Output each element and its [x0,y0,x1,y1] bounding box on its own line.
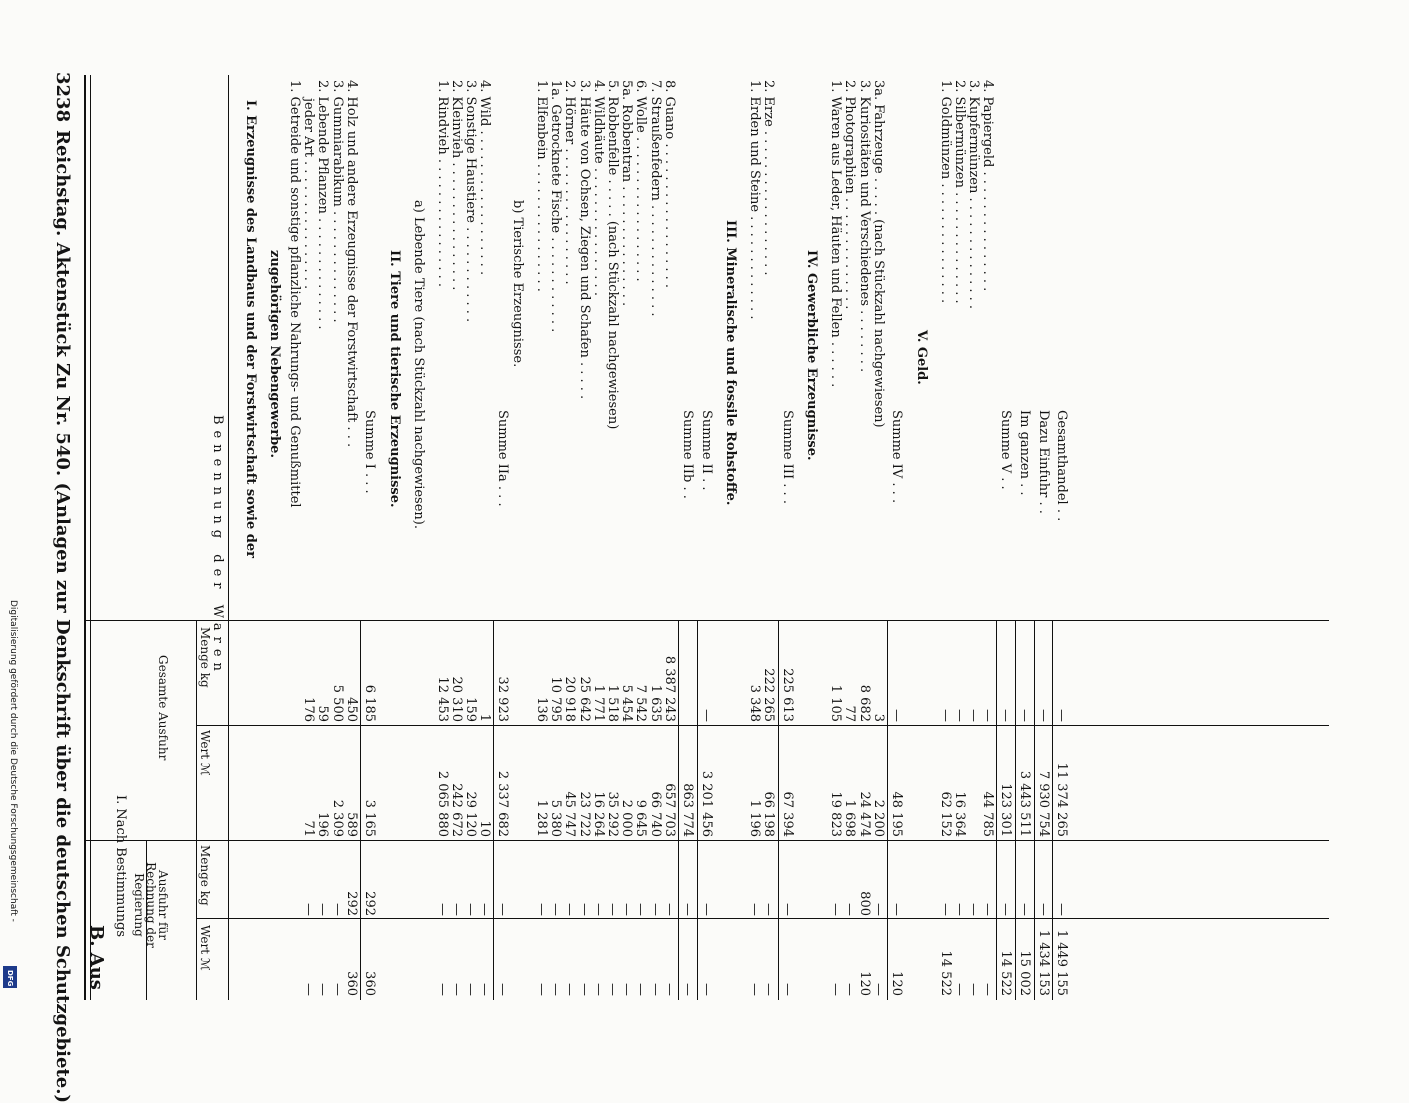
row-label: Summe II . . [698,410,714,491]
cell-v2: 360 [362,971,377,996]
row-label: Dazu Einfuhr . . [1035,410,1051,514]
row-label: 1. Elfenbein . . . . . . . . . . . . . . . . [534,80,549,292]
cell-q2: — [548,903,564,916]
row-label: 2. Photographien . . . . . . . . . . . . . . [842,80,858,310]
cell-v2: — [605,983,620,996]
cell-qty: 12 453 [434,676,450,722]
cell-v2: — [619,983,635,996]
top-rule-thin [90,75,91,1000]
cell-qty: 222 265 [761,668,777,722]
cell-v2: — [590,983,606,996]
cell-val: 589 [343,812,359,837]
row-label: 2. Kleinvieh . . . . . . . . . . . . . . . . [448,80,464,291]
cell-q2: — [661,903,677,916]
row-label: 4. Wild . . . . . . . . . . . . . . . . . . [477,80,493,276]
cell-v2: — [562,983,578,996]
cell-val: 2 337 682 [495,770,511,837]
running-title: Reichstag. Aktenstück Zu Nr. 540. (Anlagen zur Denkschrift über die deutschen Schutzgebiete.) [52,130,73,1103]
cell-q2: — [779,903,795,916]
cell-v2: — [680,983,695,996]
cell-v2: — [495,983,511,996]
cell-val: 2 200 [870,799,886,837]
cell-q2: — [301,903,317,916]
row-label: 1a. Getrocknete Fische . . . . . . . . . . . . [548,80,564,333]
cell-val: 23 722 [576,791,592,837]
cell-v2: — [842,983,858,996]
sum-rule [697,620,698,1000]
cell-qty: 5 454 [619,684,635,722]
sum-rule [887,620,888,1000]
cell-v2: 1 449 155 [1054,929,1070,996]
row-label: 3a. Fahrzeuge . . . . . (nach Stückzahl nachgewiesen) [870,80,886,428]
row-label: II. Tiere und tierische Erzeugnisse. [386,250,402,508]
cell-v2: — [301,983,317,996]
cell-q2: 292 [343,891,359,916]
cell-v2: — [761,983,777,996]
cell-qty: 77 [842,705,858,722]
row-label: Summe III . . . [779,410,795,504]
row-label: 1. Getreide und sonstige pflanzliche Nahrungs- und Genußmittel [287,80,302,508]
subheader-rule [196,620,197,1000]
cell-qty: 25 642 [576,676,592,722]
dfg-logo: DFG [3,966,17,988]
cell-qty: — [966,709,981,722]
row-label: Gesamthandel . . [1054,410,1070,522]
cell-val: 62 152 [937,791,953,837]
cell-v2: — [448,983,464,996]
digitization-note [2,600,18,990]
sum-rule [778,620,779,1000]
cell-qty: 1 518 [605,684,620,722]
total-export-header: Gesamte Ausfuhr [156,655,170,761]
cell-val: 3 201 456 [698,770,714,837]
cell-qty: — [980,709,996,722]
cell-v2: 360 [343,971,359,996]
row-label: 3. Kupfermünzen . . . . . . . . . . . . . . [966,80,981,310]
cell-val: 196 [315,812,331,837]
cell-v2: — [534,983,549,996]
row-label: Im ganzen . . [1017,410,1032,496]
cell-val: 10 [477,820,493,837]
row-label: a) Lebende Tiere (nach Stückzahl nachgewiesen). [410,200,426,529]
sum-rule [996,620,997,1000]
sum-rule [1034,620,1035,1000]
cell-v2: — [576,983,592,996]
cell-qty: — [698,709,714,722]
row-label: 4. Wildhäute . . . . . . . . . . . . . . . . [590,80,606,296]
cell-q2: 292 [362,891,377,916]
cell-val: 242 672 [448,783,464,837]
cell-qty: 20 918 [562,676,578,722]
cell-val: 16 364 [951,791,967,837]
row-label: 3. Häute von Ochsen, Ziegen und Schafen . . . . . [576,80,592,400]
cell-qty: 3 [870,713,886,722]
cell-q2: — [698,903,714,916]
cell-v2: — [779,983,795,996]
cell-q2: — [477,903,493,916]
govt-export-header: Ausfuhr für Rechnung der Regierung [132,862,170,948]
cell-val: 35 292 [605,791,620,837]
cell-q2: — [980,903,996,916]
cell-val: 29 120 [463,791,478,837]
cell-qty: — [1054,709,1070,722]
row-label: 6. Wolle . . . . . . . . . . . . . . . . . . [633,80,649,282]
row-label: 2. Lebende Pflanzen . . . . . . . . . . . . . . [315,80,331,330]
cell-val: 67 394 [779,791,795,837]
cell-v2: — [980,983,996,996]
row-label: 5a. Robbentran . . . . . . . . . . . . . . . [619,80,635,307]
cell-qty: 10 795 [548,676,564,722]
qty-header: Menge kg [198,627,212,688]
cell-qty: 20 310 [448,676,464,722]
sum-rule [678,620,679,1000]
row-label: 2. Hörner . . . . . . . . . . . . . . . . . [562,80,578,285]
cell-v2: 14 522 [998,950,1014,996]
row-label: 8. Guano . . . . . . . . . . . . . . . . . . [661,80,677,289]
cell-qty: 8 387 243 [661,655,677,722]
row-label: Summe IIa . . . [495,410,511,507]
row-label: 3. Kuriositäten und Verschiedenes . . . . . . . . [856,80,872,373]
cell-v2: 15 002 [1017,950,1032,996]
cell-qty: — [951,709,967,722]
cell-q2: — [966,903,981,916]
row-label: 1. Erden und Steine . . . . . . . . . . . . . [747,80,763,320]
cell-q2: — [937,903,953,916]
cell-v2: — [661,983,677,996]
row-label: Summe IIb . . [680,410,695,499]
cell-v2: — [315,983,331,996]
subsection-heading: I. Nach Bestimmungs [113,795,128,938]
cell-v2: 1 434 153 [1035,929,1051,996]
cell-qty: 59 [315,705,331,722]
row-label: 3. Gummiarabikum . . . . . . . . . . . . . . [329,80,345,323]
cell-v2: — [548,983,564,996]
cell-v2: 120 [889,971,904,996]
cell-q2: — [680,903,695,916]
cell-q2: — [1054,903,1070,916]
cell-qty: 176 [301,697,317,722]
cell-qty: 3 348 [747,684,763,722]
col-sep-2 [197,725,1329,726]
row-label: IV. Gewerbliche Erzeugnisse. [804,250,820,461]
cell-v2: — [698,983,714,996]
cell-q2: — [889,903,904,916]
row-label: V. Geld. [913,330,929,385]
cell-val: 863 774 [680,783,695,837]
cell-val: 45 747 [562,791,578,837]
col-sep-4 [197,918,1329,919]
top-rule [84,75,86,1000]
cell-val: 66 740 [647,791,663,837]
row-label: 2. Erze . . . . . . . . . . . . . . . . . . [761,80,777,276]
cell-q2: — [870,903,886,916]
cell-q2: — [434,903,450,916]
cell-qty: 1 771 [590,684,606,722]
cell-v2: — [463,983,478,996]
row-label: 1. Rindvieh . . . . . . . . . . . . . . . . [434,80,450,287]
cell-val: 71 [301,820,317,837]
cell-v2: — [870,983,886,996]
cell-v2: 120 [856,971,872,996]
cell-qty: — [937,709,953,722]
row-label: 1. Goldmünzen . . . . . . . . . . . . . . . [937,80,953,304]
cell-q2: — [448,903,464,916]
row-label: 2. Silbermünzen . . . . . . . . . . . . . . [951,80,967,304]
cell-val: 16 264 [590,791,606,837]
sum-rule [493,620,494,1000]
cell-qty: — [1035,709,1051,722]
cell-q2: — [1017,903,1032,916]
cell-q2: — [590,903,606,916]
row-label: 1. Waren aus Leder, Häuten und Fellen . . . . . . [828,80,844,388]
cell-val: 44 785 [980,791,996,837]
cell-qty: 159 [463,697,478,722]
cell-q2: — [842,903,858,916]
cell-qty: 5 500 [329,684,345,722]
row-label: b) Tierische Erzeugnisse. [510,200,525,368]
cell-val: 3 165 [362,799,377,837]
row-label: 7. Straußenfedern . . . . . . . . . . . . . . [647,80,663,317]
cell-q2: — [998,903,1014,916]
value-header: Wert ℳ [198,730,212,776]
cell-val: 2 309 [329,799,345,837]
cell-v2: — [434,983,450,996]
cell-q2: — [605,903,620,916]
cell-v2: — [828,983,844,996]
cell-v2: — [477,983,493,996]
cell-qty: 8 682 [856,684,872,722]
cell-q2: — [633,903,649,916]
cell-v2: — [647,983,663,996]
row-label: 3. Sonstige Haustiere . . . . . . . . . . . . [463,80,478,323]
cell-val: 1 698 [842,799,858,837]
cell-val: 9 645 [633,799,649,837]
row-label: Summe IV . . . [889,410,904,504]
cell-q2: — [1035,903,1051,916]
sum-rule [360,620,361,1000]
cell-q2: — [562,903,578,916]
qty2-header: Menge kg [198,845,212,906]
cell-q2: — [647,903,663,916]
row-label: 4. Holz und andere Erzeugnisse der Forstwirtschaft . . . [343,80,359,448]
cell-val: 7 930 754 [1035,770,1051,837]
row-label: jeder Art . . . . . . . . . . . . . . . . [301,98,317,290]
cell-qty: 136 [534,697,549,722]
cell-q2: — [619,903,635,916]
cell-q2: 800 [856,891,872,916]
cell-qty: — [1017,709,1032,722]
cell-qty: 1 [477,713,493,722]
cell-v2: — [747,983,763,996]
cell-v2: — [951,983,967,996]
cell-q2: — [951,903,967,916]
row-label: Summe V . . [998,410,1014,490]
cell-qty: 32 923 [495,676,511,722]
cell-v2: — [329,983,345,996]
section-heading: B. Aus [86,925,107,990]
cell-q2: — [315,903,331,916]
cell-q2: — [576,903,592,916]
row-label: I. Erzeugnisse des Landbaus und der Forstwirtschaft sowie der [243,100,258,558]
value2-header: Wert ℳ [198,925,212,971]
row-label: 4. Papiergeld . . . . . . . . . . . . . . . [980,80,996,292]
cell-val: 11 374 265 [1054,762,1070,837]
cell-q2: — [828,903,844,916]
cell-val: 24 474 [856,791,872,837]
cell-val: 123 301 [998,783,1014,837]
cell-val: 1 281 [534,799,549,837]
row-label: 5. Robbenfelle . . . . . (nach Stückzahl nachgewiesen) [605,80,620,430]
row-label: zugehörigen Nebengewerbe. [267,250,282,458]
cell-q2: — [329,903,345,916]
cell-val: 2 065 880 [434,770,450,837]
cell-q2: — [761,903,777,916]
sum-rule [1015,620,1016,1000]
cell-v2: — [633,983,649,996]
cell-v2: 14 522 [937,950,953,996]
row-label: Summe I . . . [362,410,377,494]
cell-qty: — [889,709,904,722]
col-sep-3 [86,840,1329,841]
cell-qty: — [998,709,1014,722]
cell-val: 19 823 [828,791,844,837]
cell-q2: — [495,903,511,916]
cell-qty: 1 635 [647,684,663,722]
cell-q2: — [534,903,549,916]
cell-val: 66 198 [761,791,777,837]
cell-qty: 450 [343,697,359,722]
header-rule [228,75,229,1000]
cell-qty: 6 185 [362,684,377,722]
cell-val: 5 380 [548,799,564,837]
cell-q2: — [747,903,763,916]
page-number: 3238 [52,72,73,123]
cell-qty: 7 542 [633,684,649,722]
cell-val: 3 443 511 [1017,770,1032,837]
cell-v2: — [966,983,981,996]
cell-val: 2 000 [619,799,635,837]
row-label: III. Mineralische und fossile Rohstoffe. [723,220,739,506]
digitization-text: Digitalisierung gefördert durch die Deutsche Forschungsgemeinschaft - [8,600,18,922]
sum-rule [1052,620,1053,1000]
col-sep-1 [86,620,1329,621]
cell-val: 48 195 [889,791,904,837]
cell-val: 657 703 [661,783,677,837]
cell-val: 1 196 [747,799,763,837]
cell-qty: 225 613 [779,668,795,722]
subheader-rule-top [146,840,147,1000]
goods-column-header: Benennung der Waren [210,415,225,677]
cell-q2: — [463,903,478,916]
cell-qty: 1 105 [828,684,844,722]
